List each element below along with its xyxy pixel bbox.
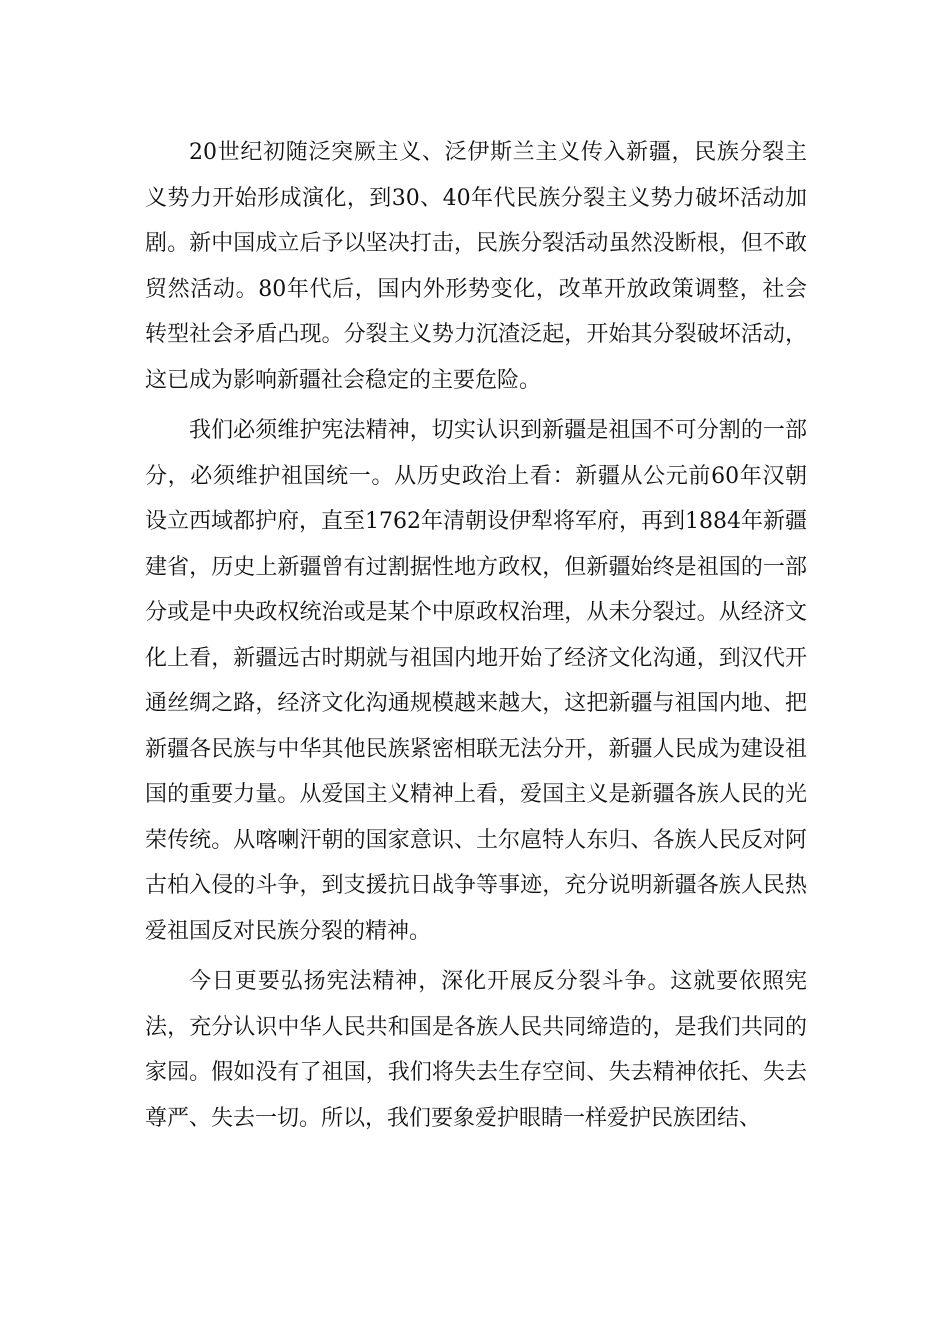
paragraph-anti-separatism-struggle: 今日更要弘扬宪法精神，深化开展反分裂斗争。这就要依照宪法，充分认识中华人民共和国是各族人民共同缔造的，是我们共同的家园。假如没有了祖国，我们将失去生存空间、失去精神依托、失去尊严、失去一切。所以，我们要象爱护眼睛一样爱护民族团结、 xyxy=(145,969,807,1131)
paragraph-xinjiang-integral-part: 我们必须维护宪法精神，切实认识到新疆是祖国不可分割的一部分，必须维护祖国统一。从历史政治上看：新疆从公元前60年汉朝设立西域都护府，直至1762年清朝设伊犁将军府，再到1884年新疆建省，历史上新疆曾有过割据性地方政权，但新疆始终是祖国的一部分或是中央政权统治或是某个中原政权治理，从未分裂过。从经济文化上看，新疆远古时期就与祖国内地开始了经济文化沟通，到汉代开通丝绸之路，经济文化沟通规模越来越大，这把新疆与祖国内地、把新疆各民族与中华其他民族紧密相联无法分开，新疆人民成为建设祖国的重要力量。从爱国主义精神上看，爱国主义是新疆各族人民的光荣传统。从喀喇汗朝的国家意识、土尔扈特人东归、各族人民反对阿古柏入侵的斗争，到支援抗日战争等事迹，充分说明新疆各族人民热爱祖国反对民族分裂的精神。 xyxy=(145,418,807,944)
document-body xyxy=(145,130,807,1146)
paragraph-separatism-history: 20世纪初随泛突厥主义、泛伊斯兰主义传入新疆，民族分裂主义势力开始形成演化，到30、40年代民族分裂主义势力破坏活动加剧。新中国成立后予以坚决打击，民族分裂活动虽然没断根，但不敢贸然活动。80年代后，国内外形势变化，改革开放政策调整，社会转型社会矛盾凸现。分裂主义势力沉渣泛起，开始其分裂破坏活动，这已成为影响新疆社会稳定的主要危险。 xyxy=(145,140,807,393)
